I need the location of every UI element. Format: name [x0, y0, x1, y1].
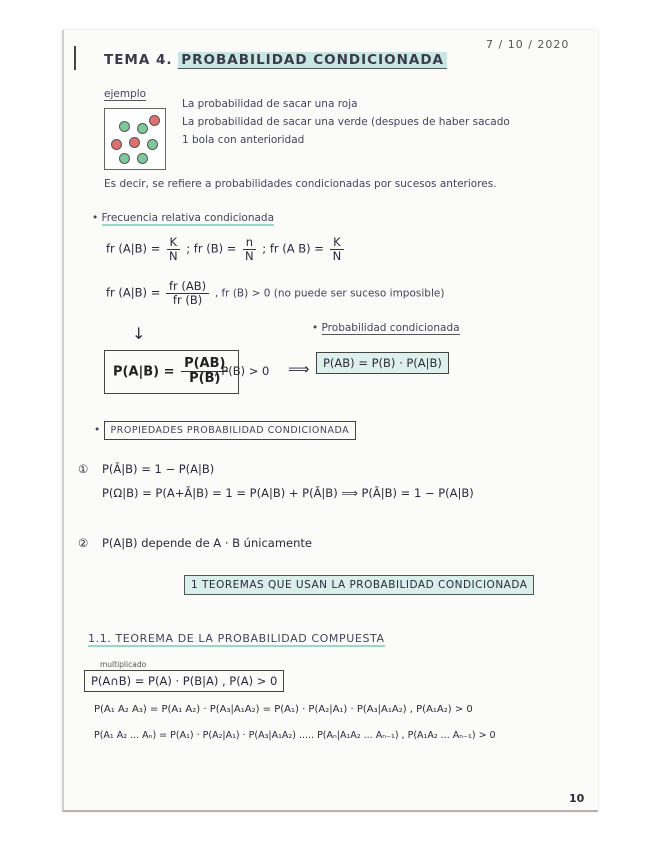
urn-illustration: [104, 108, 166, 170]
main-formula-lhs: P(A|B) =: [113, 364, 175, 380]
example-label: ejemplo: [104, 88, 147, 100]
page-number: 10: [569, 792, 585, 805]
green-ball: [137, 123, 148, 134]
green-ball: [119, 153, 130, 164]
section-1-heading: 1 TEOREMAS QUE USAN LA PROBABILIDAD CONDICIONADA: [184, 575, 534, 595]
notebook-page: [62, 30, 598, 812]
compuesta-label-text: Probabilidad condicionada: [321, 322, 460, 334]
theorem-line-2: P(A₁ A₂ A₃) = P(A₁ A₂) · P(A₃|A₁A₂) = P(A₁) · P(A₂|A₁) · P(A₃|A₁A₂) , P(A₁A₂) > 0: [94, 704, 473, 715]
freq-f1-fraction: [166, 236, 181, 262]
red-ball: [149, 115, 160, 126]
prop-1b: P(Ω|B) = P(A+Ā|B) = 1 = P(A|B) + P(Ā|B) ⟹ P(Ā|B) = 1 − P(A|B): [102, 486, 474, 500]
freq-f2-num: n: [243, 236, 256, 250]
red-ball: [129, 137, 140, 148]
main-formula-den: P(B): [189, 371, 221, 387]
theorem-tiny-label: multiplicado: [100, 660, 147, 669]
freq-f1-den: N: [168, 248, 178, 263]
es-decir-text: Es decir, se refiere a probabilidades condicionadas por sucesos anteriores.: [104, 178, 497, 190]
title-text: PROBABILIDAD CONDICIONADA: [178, 52, 447, 69]
freq-line-2: [106, 280, 444, 306]
example-line-3: 1 bola con anterioridad: [182, 134, 305, 146]
props-heading: • PROPIEDADES PROBABILIDAD CONDICIONADA: [94, 424, 356, 436]
prop-1a: P(Ā|B) = 1 − P(A|B): [102, 462, 215, 476]
example-line-1: La probabilidad de sacar una roja: [182, 98, 358, 110]
theorem-boxed-formula: P(A∩B) = P(A) · P(B|A) , P(A) > 0: [84, 670, 284, 692]
freq-f2-den: N: [245, 248, 254, 263]
margin-mark: [74, 46, 76, 70]
green-ball: [147, 139, 158, 150]
freq-line2-fraction: [166, 280, 209, 306]
red-ball: [111, 139, 122, 150]
freq-f3-lhs: ; fr (A B) =: [262, 241, 324, 256]
freq-f3-den: N: [332, 248, 342, 263]
prop-1-marker: ①: [78, 462, 89, 476]
green-ball: [119, 121, 130, 132]
props-heading-text: PROPIEDADES PROBABILIDAD CONDICIONADA: [104, 421, 357, 440]
implies-arrow: ⟹: [288, 360, 310, 378]
freq-line2-cond: , fr (B) > 0 (no puede ser suceso imposible): [214, 287, 445, 300]
freq-f3-fraction: [330, 236, 345, 262]
freq-formula-row: [106, 236, 346, 262]
freq-heading-text: Frecuencia relativa condicionada: [101, 212, 275, 224]
freq-line2-lhs: fr (A|B) =: [106, 285, 161, 300]
freq-f1-num: K: [167, 236, 181, 250]
compuesta-label: • Probabilidad condicionada: [312, 322, 460, 334]
date: 7 / 10 / 2020: [486, 38, 570, 51]
theorem-heading: 1.1. TEOREMA DE LA PROBABILIDAD COMPUESTA: [88, 632, 385, 645]
title-prefix: TEMA 4.: [104, 52, 173, 68]
prop-2-marker: ②: [78, 536, 89, 550]
compound-formula-box: P(AB) = P(B) · P(A|B): [316, 352, 449, 374]
freq-f2-lhs: ; fr (B) =: [186, 241, 237, 256]
page-title: [104, 52, 447, 68]
main-formula-num: P(AB): [181, 357, 228, 372]
freq-f1-lhs: fr (A|B) =: [106, 241, 161, 256]
freq-f2-fraction: [242, 236, 257, 262]
example-line-2: La probabilidad de sacar una verde (despues de haber sacado: [182, 116, 510, 128]
freq-line2-den: fr (B): [172, 292, 203, 307]
main-formula-cond: , P(B) > 0: [214, 364, 270, 378]
freq-heading: • Frecuencia relativa condicionada: [92, 212, 275, 224]
freq-line2-num: fr (AB): [166, 280, 209, 294]
freq-f3-num: K: [330, 236, 344, 250]
theorem-line-3: P(A₁ A₂ ... Aₙ) = P(A₁) · P(A₂|A₁) · P(A₃|A₁A₂) ..... P(Aₙ|A₁A₂ ... Aₙ₋₁) , P(A₁A₂ ... Aₙ₋₁) > 0: [94, 730, 496, 741]
down-arrow: ↓: [132, 324, 146, 343]
prop-2: P(A|B) depende de A · B únicamente: [102, 536, 312, 550]
green-ball: [137, 153, 148, 164]
